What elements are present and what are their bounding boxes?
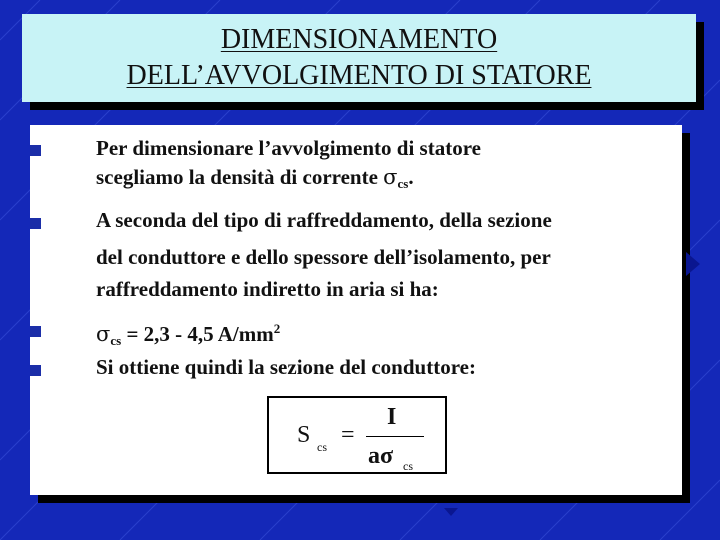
- bullet-2-line-2: del conduttore e dello spessore dell’isolamento, per: [96, 245, 551, 269]
- superscript-2: 2: [273, 321, 281, 336]
- subscript-cs: cs: [110, 333, 122, 348]
- title-line-1: DIMENSIONAMENTO: [220, 24, 498, 55]
- bullet-square-icon: [30, 365, 41, 376]
- bullet-1-line-2: [96, 163, 414, 198]
- next-arrow-icon: [686, 252, 702, 276]
- formula-lhs: S: [297, 422, 311, 448]
- bullet-1-period: .: [408, 165, 414, 189]
- formula-denominator-sub: cs: [403, 459, 413, 473]
- bullet-square-icon: [30, 218, 41, 229]
- formula-denominator: aσ: [368, 443, 394, 469]
- title-line-2: DELL’AVVOLGIMENTO DI STATORE: [126, 60, 592, 91]
- fraction-line: [366, 436, 424, 437]
- slide-title: [22, 14, 696, 102]
- bullet-3: [96, 314, 280, 355]
- bullet-4: Si ottiene quindi la sezione del conduttore:: [96, 355, 476, 379]
- bullet-square-icon: [30, 326, 41, 337]
- bullet-1-text: scegliamo la densità di corrente: [96, 165, 384, 189]
- sigma-symbol: σ: [96, 322, 111, 346]
- current-density-range: = 2,3 - 4,5 A/mm: [121, 322, 274, 346]
- formula-equals: =: [341, 422, 355, 448]
- down-arrow-icon: [444, 508, 458, 518]
- bullet-2-line-1: A seconda del tipo di raffreddamento, della sezione: [96, 208, 552, 232]
- bullet-1-line-1: Per dimensionare l’avvolgimento di statore: [96, 136, 481, 160]
- subscript-cs: cs: [397, 176, 409, 191]
- formula-box: [267, 396, 447, 474]
- sigma-symbol: σ: [383, 165, 398, 189]
- formula-numerator: I: [387, 404, 397, 430]
- bullet-square-icon: [30, 145, 41, 156]
- bullet-2-line-3: raffreddamento indiretto in aria si ha:: [96, 277, 439, 301]
- formula-lhs-sub: cs: [317, 440, 327, 454]
